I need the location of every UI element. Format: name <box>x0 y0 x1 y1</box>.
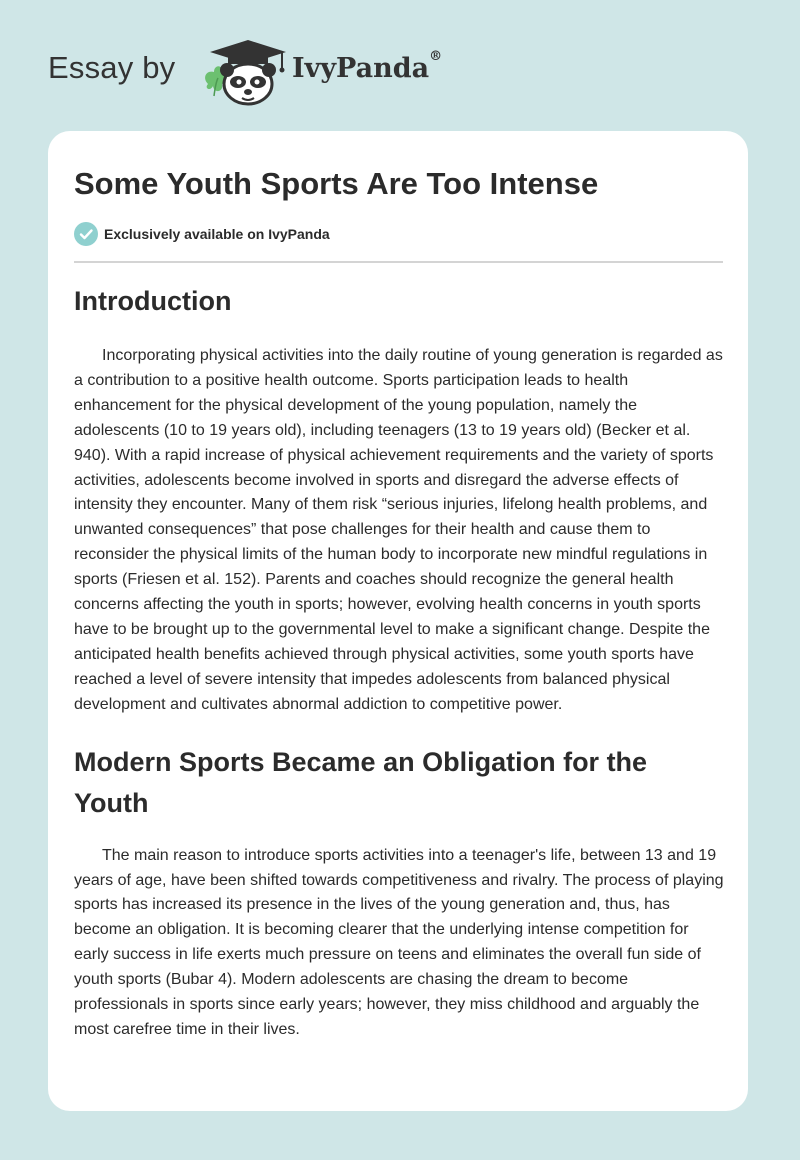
site-header <box>0 0 800 130</box>
exclusive-badge-label: Exclusively available on IvyPanda <box>104 226 330 242</box>
essay-by-label: Essay by <box>48 50 176 85</box>
paragraph-introduction: Incorporating physical activities into the daily routine of young generation is regarded as a contribution to a positive health outcome. Sports participation leads to health enhancement for the physical development of the young population, namely the adolescents (10 to 19 years old), including teenagers (13 to 19 years old) (Becker et al. 940). With a rapid increase of physical achievement requirements and the variety of sports activities, adolescents become involved in sports and disregard the adverse effects of intensity they encounter. Many of them risk “serious injuries, lifelong health problems, and unwanted consequences” that pose challenges for their health and cause them to reconsider the physical limits of the human body to incorporate new mindful regulations in sports (Friesen et al. 152). Parents and coaches should recognize the general health concerns affecting the youth in sports; however, evolving health concerns in youth sports have to be brought up to the governmental level to make a significant change. Despite the anticipated health benefits achieved through physical activities, some youth sports have reached a level of severe intensity that impedes adolescents from balanced physical development and cultivates abnormal addiction to competitive power. <box>74 347 723 713</box>
exclusive-badge <box>74 222 330 246</box>
paragraph-obligation: The main reason to introduce sports activities into a teenager's life, between 13 and 19 years of age, have been shifted towards competitiveness and rivalry. The process of playing sports has increased its presence in the lives of the young generation and, thus, has become an obligation. It is becoming clearer that the underlying intense competition for early success in life exerts much pressure on teens and eliminates the overall fun side of youth sports (Bubar 4). Modern adolescents are chasing the dream to become professionals in sports since early years; however, they miss childhood and arguably the most carefree time in their lives. <box>74 846 724 1038</box>
essay-body <box>74 281 726 1043</box>
brand-logo-text[interactable] <box>292 49 443 84</box>
panda-graduation-cap-logo-icon <box>200 36 290 108</box>
registered-mark: ® <box>429 49 443 64</box>
essay-title: Some Youth Sports Are Too Intense <box>74 166 599 201</box>
divider <box>74 261 723 263</box>
section-heading-obligation: Modern Sports Became an Obligation for the Youth <box>74 746 648 818</box>
section-heading-introduction: Introduction <box>74 286 232 316</box>
brand-name: IvyPanda <box>292 53 430 84</box>
essay-card <box>48 131 748 1111</box>
check-circle-icon <box>74 222 98 246</box>
